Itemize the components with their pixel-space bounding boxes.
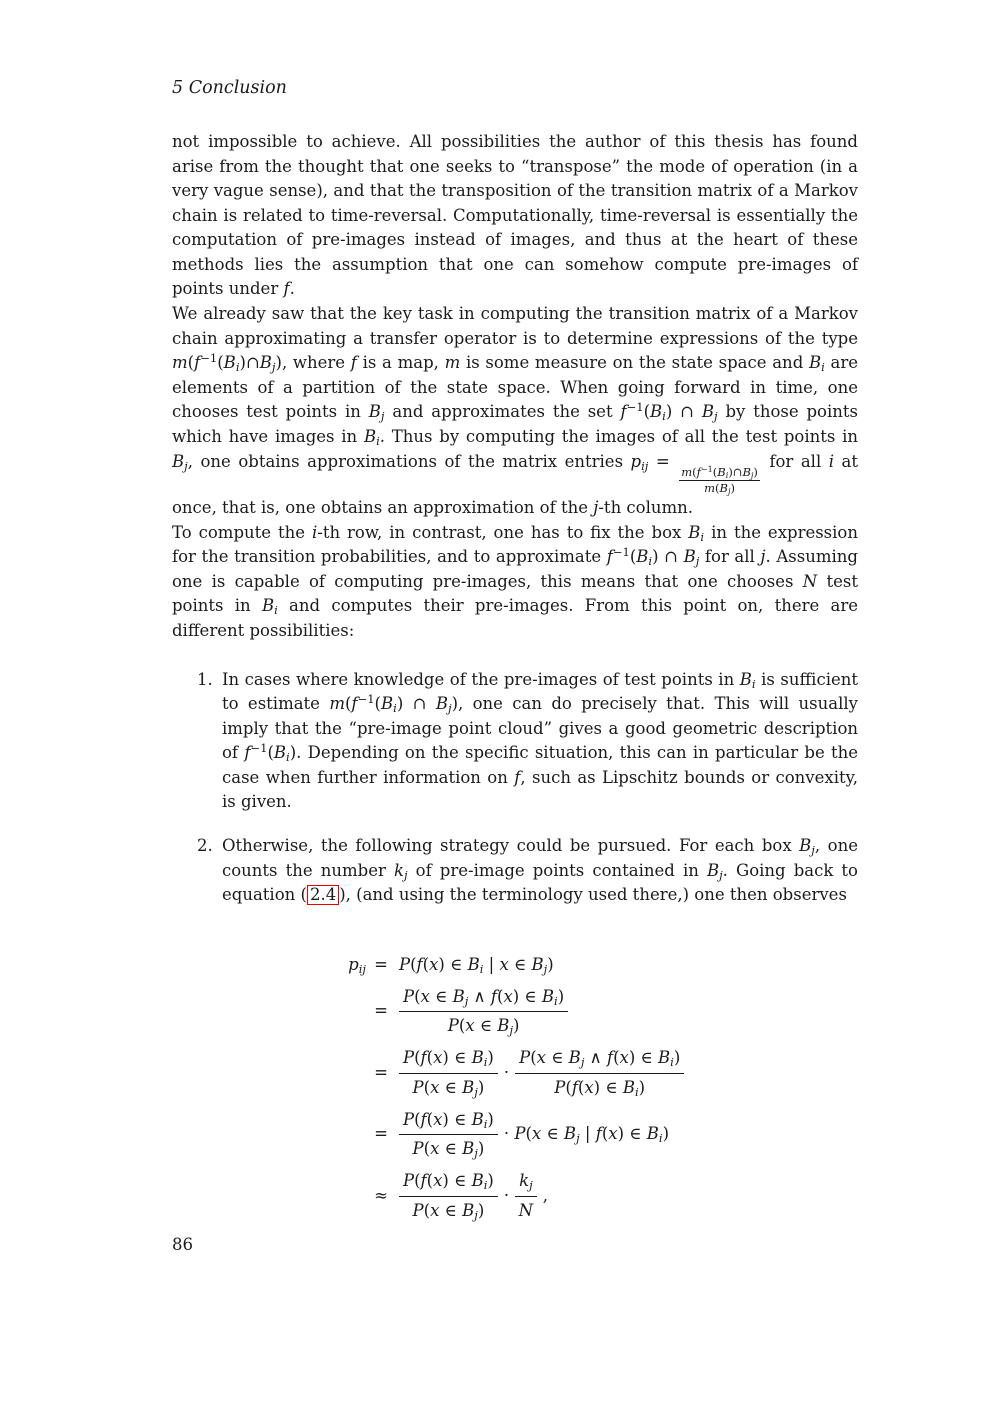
paragraph: not impossible to achieve. All possibilities the author of this thesis has found arise from the thought that one seeks to “transpose” the mode of operation (in a very vague sense), and that the transposition of the transition matrix of a Markov chain is related to time-reversal. Computationally, time-reversal is essentially the computation of pre-images instead of images, and thus at the heart of these methods lies the assumption that one can somehow compute pre-images of points under f. (172, 132, 858, 299)
equation-term: , (542, 1186, 548, 1206)
page-number: 86 (172, 1235, 193, 1254)
equation-term: · (503, 1062, 510, 1082)
equation-block (322, 954, 858, 1223)
list-item-number: 1. (197, 669, 213, 689)
equation-relation: = (374, 1001, 388, 1021)
equation-term: · P(x ∈ $B_j$ | f(x) ∈ $B_i$) (503, 1124, 670, 1146)
equation-term: P(f(x) ∈ $B_i$ | x ∈ $B_j$) (399, 954, 554, 976)
fraction: P(f(x) ∈ $B_i$) P(x ∈ $B_j$) (399, 1109, 498, 1162)
body-text (172, 130, 858, 644)
equation-relation: = (374, 954, 388, 974)
fraction: $k_j$ N (515, 1170, 537, 1223)
chapter-header: 5 Conclusion (172, 78, 287, 98)
equation-rhs (396, 954, 557, 977)
equation-rhs (396, 1109, 672, 1162)
equation-line (322, 986, 858, 1039)
equation-line (322, 1047, 858, 1100)
equation-lhs: $p_{ij}$ (348, 954, 366, 976)
list-item (197, 834, 858, 908)
equation-ref-link[interactable]: 2.4 (307, 885, 339, 904)
equation-rhs (396, 1047, 687, 1100)
fraction: P(x ∈ $B_j$ ∧ f(x) ∈ $B_i$) P(f(x) ∈ $B_i$) (515, 1047, 684, 1100)
fraction: P(f(x) ∈ $B_i$) P(x ∈ $B_j$) (399, 1047, 498, 1100)
equation-relation: = (374, 1124, 388, 1144)
paragraph: To compute the i-th row, in contrast, one has to fix the box $B_i$ in the expression for the transition probabilities, and to approximate $f^{-1}(B_i)$ ∩ $B_j$ for all j. Assuming one is capable of computing pre-images, this means that one chooses N test points in $B_i$ and computes their pre-images. From this point on, there are different possibilities: (172, 522, 858, 640)
equation-line (322, 1109, 858, 1162)
list-item-text: Otherwise, the following strategy could be pursued. For each box $B_j$, one counts the number $k_j$ of pre-image points contained in $B_j$. Going back to equation ( 2.4 ), (and using the terminology used there,) one then observes (222, 836, 858, 905)
equation-line (322, 1170, 858, 1223)
equation-term: · (503, 1186, 510, 1206)
list-item-text: In cases where knowledge of the pre-images of test points in $B_i$ is sufficient to estimate $m(f^{-1}(B_i)$ ∩ $B_j$), one can do precisely that. This will usually imply that the “pre-image point cloud” gives a good geometric description of $f^{-1}(B_i)$. Depending on the specific situation, this can in particular be the case when further information on f, such as Lipschitz bounds or convexity, is given. (222, 669, 858, 812)
list-item (197, 668, 858, 815)
equation-relation: ≈ (374, 1186, 388, 1206)
inline-fraction: $\frac{m(f^{-1}(B_i)\cap B_j)}{m(B_j)}$ (681, 464, 758, 497)
fraction: P(x ∈ $B_j$ ∧ f(x) ∈ $B_i$) P(x ∈ $B_j$) (399, 986, 568, 1039)
equation-rhs (396, 1170, 551, 1223)
numbered-list (172, 668, 858, 908)
fraction: P(f(x) ∈ $B_i$) P(x ∈ $B_j$) (399, 1170, 498, 1223)
equation-relation: = (374, 1062, 388, 1082)
equation-line (322, 954, 858, 977)
equation-rhs (396, 986, 571, 1039)
list-item-number: 2. (197, 836, 213, 856)
paragraph: We already saw that the key task in computing the transition matrix of a Markov chain approximating a transfer operator is to determine expressions of the type $m(f^{-1}(B_i)\cap B_j)$, where f is a map, m is some measure on the state space and $B_i$ are elements of a partition of the state space. When going forward in time, one chooses test points in $B_j$ and approximates the set $f^{-1}(B_i)$ ∩ $B_j$ by those points which have images in $B_i$. Thus by computing the images of all the test points in $B_j$, one obtains approximations of the matrix entries $p_{ij}$ = $\frac{m(f^{-1}(B_i)\cap B_j)}{m(B_j)}$ for all i at once, that is, one obtains an approximation of the j-th column. (172, 304, 859, 518)
